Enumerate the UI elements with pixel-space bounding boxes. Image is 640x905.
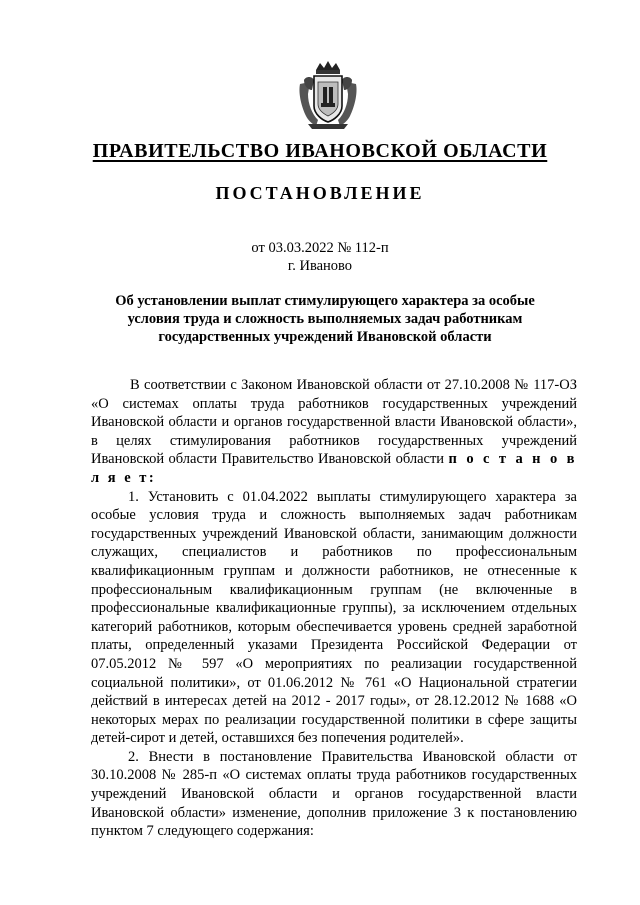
- date-number: от 03.03.2022 № 112-п: [251, 240, 389, 256]
- document-heading: Об установлении выплат стимулирующего характера за особые условия труда и сложность выполняемых задач работникам государственных учреждений Ивановской области: [115, 293, 535, 345]
- preamble-text: В соответствии с Законом Ивановской области от 27.10.2008 № 117-ОЗ «О системах оплаты труда работников государственных учреждений Ивановской области и органов государственной власти Ивановской области», в целях стимулирования работников государственных учреждений Ивановской области Правительство Ивановской области: [91, 377, 577, 468]
- preamble-paragraph: [91, 376, 577, 488]
- document-meta: [0, 239, 640, 275]
- list-item: 1. Установить с 01.04.2022 выплаты стимулирующего характера за особые условия труда и сложность выполняемых задач работникам государственных учреждений Ивановской области, занимающим должности служащих, специалистов и работников по профессиональным квалификационным группам и должности работников, не отнесенные к профессиональным квалификационным группам (не включенные в профессиональные квалификационные группы), за исключением отдельных категорий работников, которым обеспечивается уровень средней заработной платы, определенный указами Президента Российской Федерации от 07.05.2012 № 597 «О мероприятиях по реализации государственной социальной политики», от 01.06.2012 № 761 «О Национальной стратегии действий в интересах детей на 2012 - 2017 годы», от 28.12.2012 № 1688 «О некоторых мерах по реализации государственной политики в сфере защиты детей-сирот и детей, оставшихся без попечения родителей».: [91, 488, 577, 747]
- document-body: [91, 376, 577, 841]
- city: г. Иваново: [287, 258, 353, 274]
- coat-of-arms-icon: [296, 60, 360, 130]
- list-item: 2. Внести в постановление Правительства Ивановской области от 30.10.2008 № 285-п «О системах оплаты труда работников государственных учреждений Ивановской области и органов государственной власти Ивановской области» изменение, дополнив приложение 3 к постановлению пунктом 7 следующего содержания:: [91, 748, 577, 840]
- decree-word: п о с т а н о в л я е т:: [91, 451, 577, 486]
- document-type: ПОСТАНОВЛЕНИЕ: [215, 183, 425, 203]
- government-name: ПРАВИТЕЛЬСТВО ИВАНОВСКОЙ ОБЛАСТИ: [92, 140, 548, 162]
